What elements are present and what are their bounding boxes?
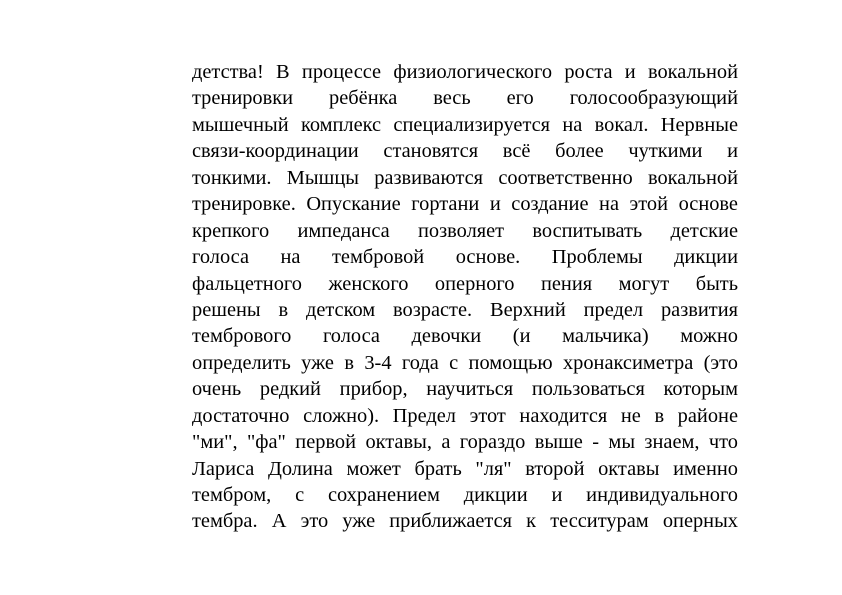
text-line: решены в детском возрасте. Верхний предел развития — [192, 298, 738, 321]
text-line: достаточно сложно). Предел этот находится не в районе — [192, 404, 738, 427]
text-line: детства! В процессе физиологического роста и вокальной — [192, 61, 738, 83]
text-line: тембра. А это уже приближается к тесситурам оперных — [192, 510, 738, 533]
text-line: фальцетного женского оперного пения могут быть — [192, 272, 738, 295]
text-line: крепкого импеданса позволяет воспитывать детские — [192, 219, 738, 242]
text-line: тембром, с сохранением дикции и индивидуального — [192, 484, 738, 506]
text-line: определить уже в 3-4 года с помощью хронаксиметра (это — [192, 351, 738, 374]
text-line: "ми", "фа" первой октавы, а гораздо выше - мы знаем, что — [192, 431, 738, 454]
text-line: тонкими. Мышцы развиваются соответственно вокальной — [192, 166, 738, 189]
text-line: Лариса Долина может брать "ля" второй октавы именно — [192, 457, 738, 480]
text-line: очень редкий прибор, научиться пользоваться которым — [192, 378, 738, 401]
text-line: голоса на тембровой основе. Проблемы дикции — [192, 246, 738, 269]
text-line: тренировке. Опускание гортани и создание на этой основе — [192, 193, 738, 216]
text-line: мышечный комплекс специализируется на вокал. Нервные — [192, 113, 738, 136]
text-line: тембрового голоса девочки (и мальчика) можно — [192, 325, 738, 348]
body-text — [192, 59, 738, 535]
text-line: связи-координации становятся всё более чуткими и — [192, 140, 738, 163]
text-line: тренировки ребёнка весь его голосообразующий — [192, 87, 738, 110]
